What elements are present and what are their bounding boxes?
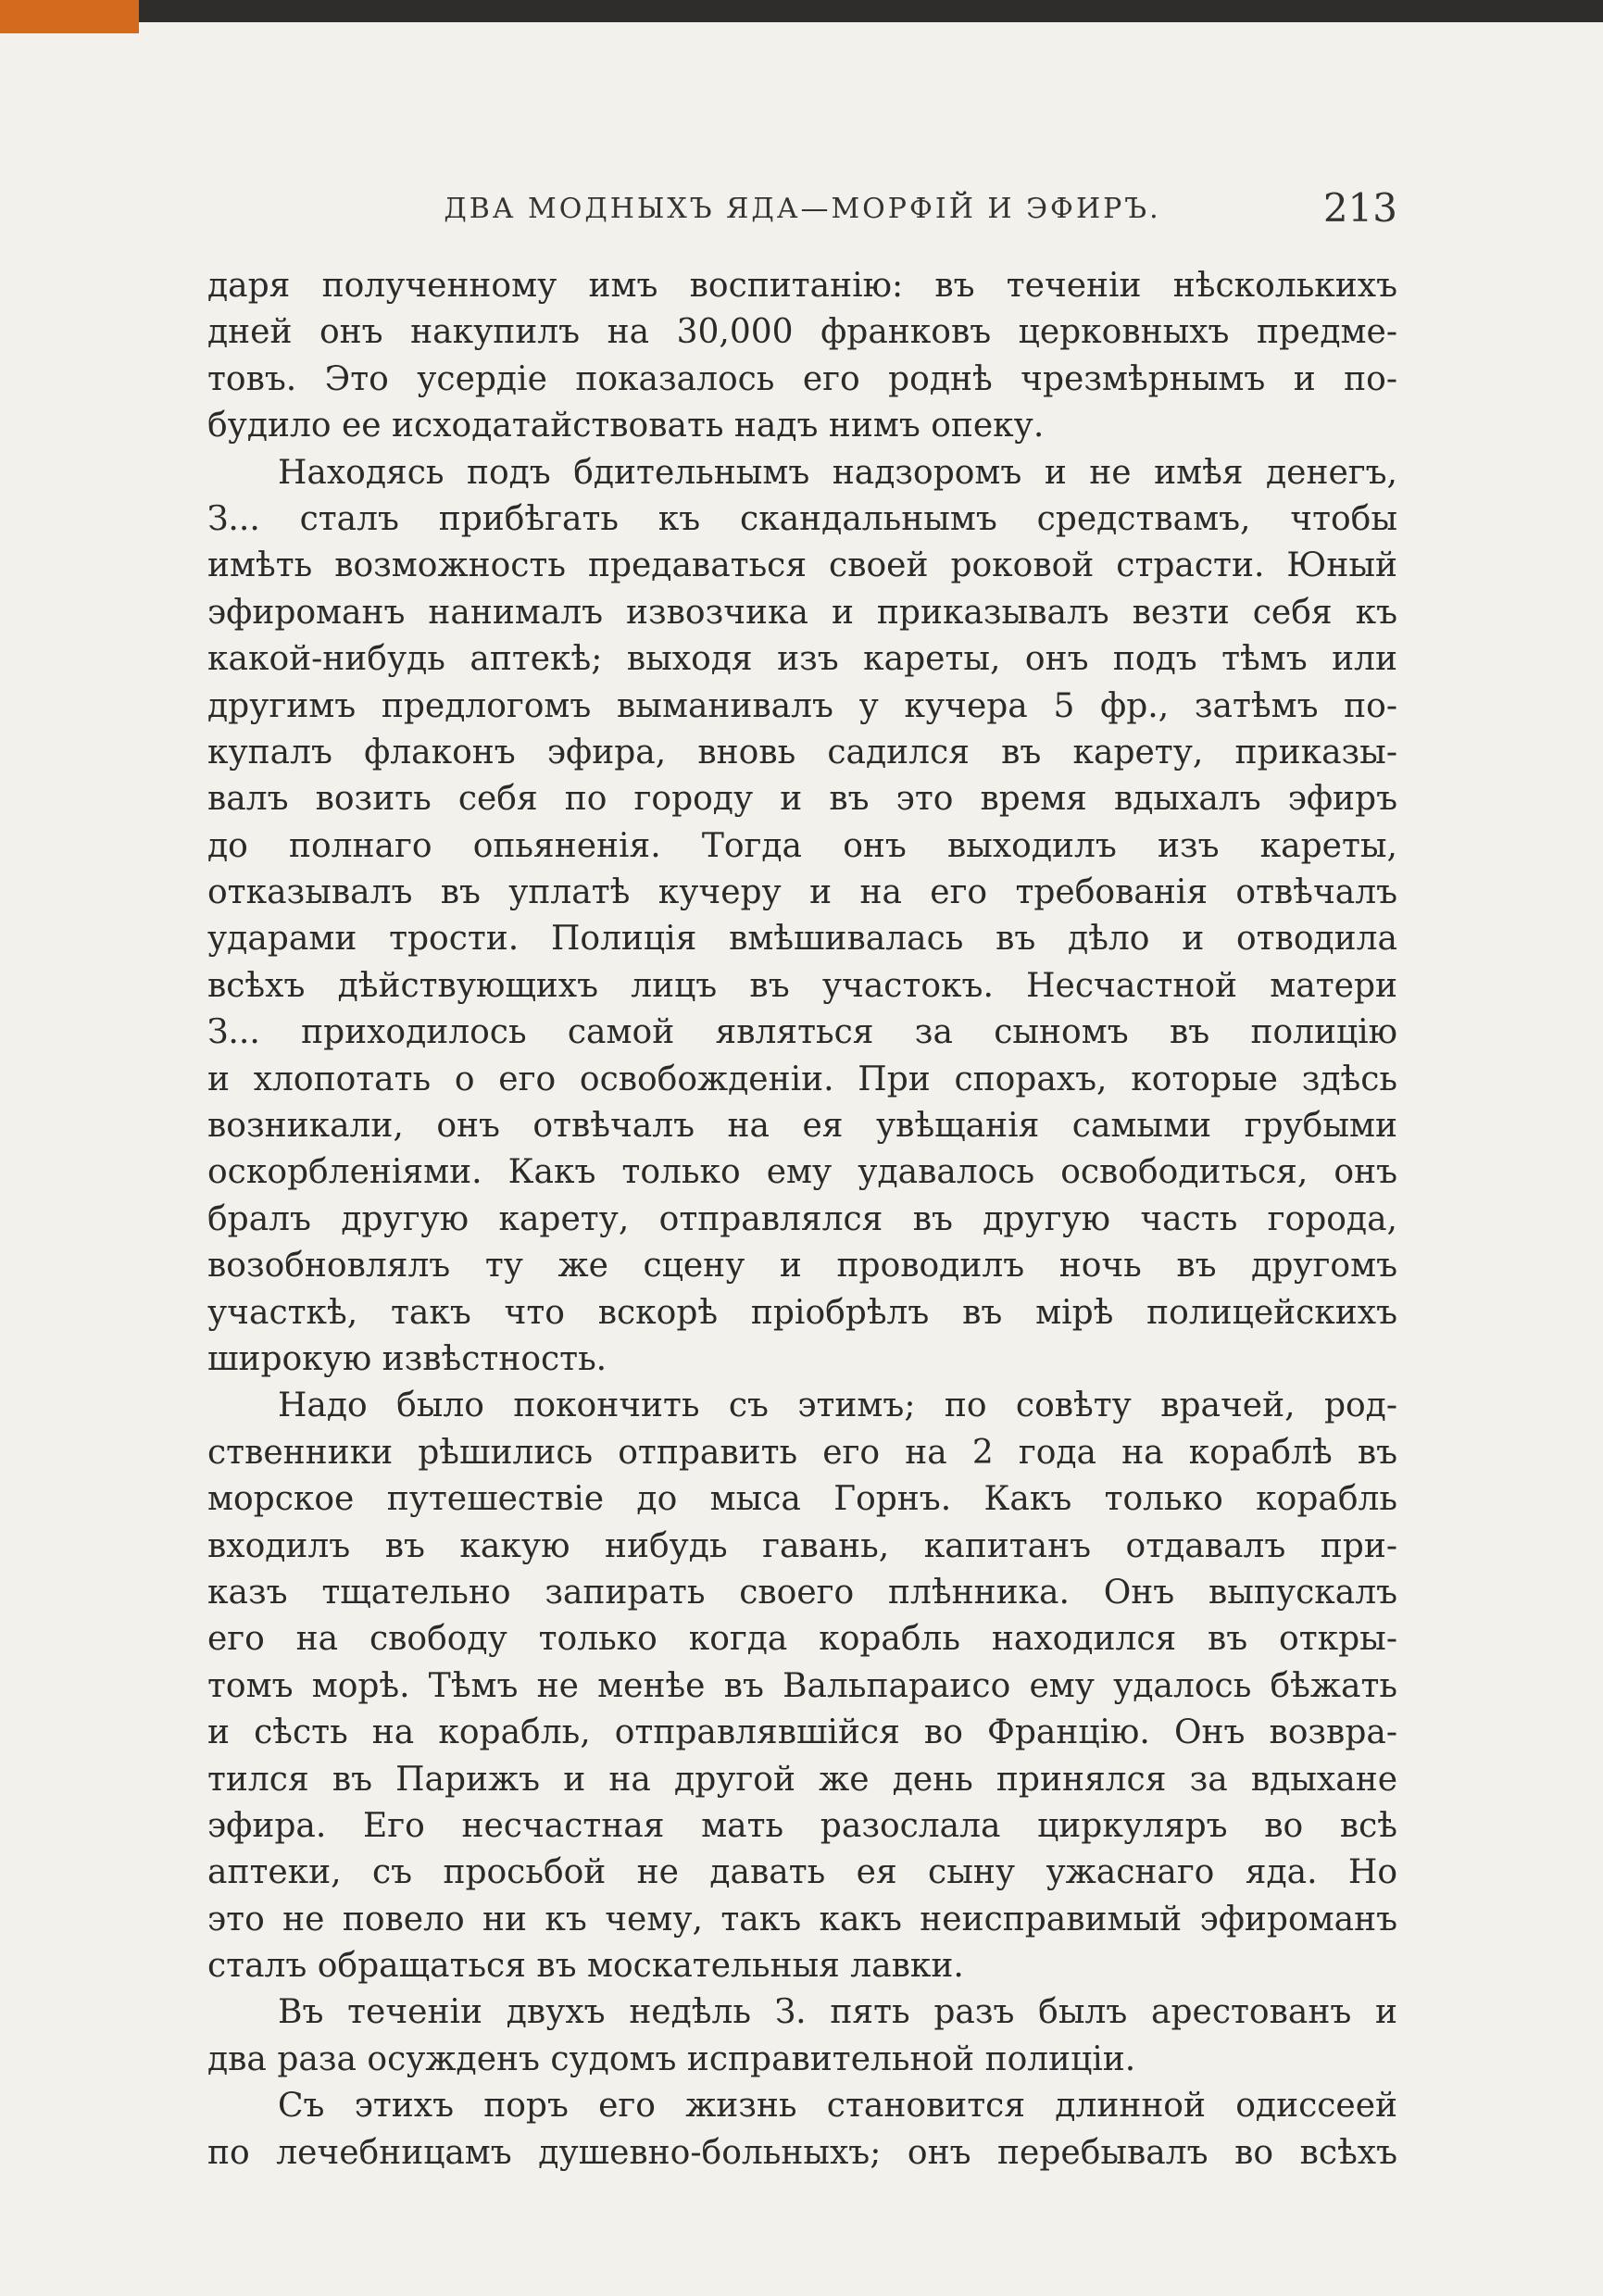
text-line: и хлопотать о его освобожденіи. При спорахъ, которые здѣсь (207, 1060, 1397, 1098)
text-line: входилъ въ какую нибудь гавань, капитанъ отдавалъ при- (207, 1526, 1397, 1565)
text-line: аптеки, съ просьбой не давать ея сыну ужаснаго яда. Но (207, 1853, 1397, 1892)
text-line: дней онъ накупилъ на 30,000 франковъ церковныхъ предме- (207, 313, 1397, 352)
text-line: оскорбленіями. Какъ только ему удавалось освободиться, онъ (207, 1153, 1397, 1192)
text-line: томъ морѣ. Тѣмъ не менѣе въ Вальпараисо ему удалось бѣжать (207, 1666, 1397, 1705)
text-line: купалъ флаконъ эфира, вновь садился въ карету, приказы- (207, 733, 1397, 772)
text-line: З... приходилось самой являться за сыномъ въ полицію (207, 1013, 1397, 1052)
body-text (207, 263, 1397, 2177)
text-line: бралъ другую карету, отправлялся въ другую часть города, (207, 1199, 1397, 1238)
text-line: валъ возить себя по городу и въ это время вдыхалъ эфиръ (207, 780, 1397, 819)
text-line: по лечебницамъ душевно-больныхъ; онъ перебывалъ во всѣхъ (207, 2133, 1397, 2172)
running-head (207, 185, 1397, 241)
text-line: и сѣсть на корабль, отправлявшійся во Францію. Онъ возвра- (207, 1713, 1397, 1752)
text-line: возобновлялъ ту же сцену и проводилъ ночь въ другомъ (207, 1247, 1397, 1286)
text-line: сталъ обращаться въ москательныя лавки. (207, 1947, 964, 1986)
text-line: Находясь подъ бдительнымъ надзоромъ и не имѣя денегъ, (278, 453, 1397, 492)
text-line: широкую извѣстность. (207, 1339, 607, 1378)
page-number: 213 (1322, 185, 1397, 231)
text-line: эфироманъ нанималъ извозчика и приказывалъ везти себя къ (207, 593, 1397, 632)
text-line: его на свободу только когда корабль находился въ откры- (207, 1620, 1397, 1659)
text-line: имѣть возможность предаваться своей роковой страсти. Юный (207, 546, 1397, 585)
text-line: до полнаго опьяненія. Тогда онъ выходилъ изъ кареты, (207, 826, 1397, 865)
text-line: З... сталъ прибѣгать къ скандальнымъ средствамъ, чтобы (207, 499, 1397, 538)
header-title: ДВА МОДНЫХЪ ЯДА—МОРФІЙ И ЭФИРЪ. (444, 193, 1161, 225)
text-line: Въ теченіи двухъ недѣль З. пять разъ былъ арестованъ и (278, 1993, 1397, 2032)
text-line: ственники рѣшились отправить его на 2 года на кораблѣ въ (207, 1433, 1397, 1472)
text-line: отказывалъ въ уплатѣ кучеру и на его требованія отвѣчалъ (207, 873, 1397, 912)
text-line: это не повело ни къ чему, такъ какъ неисправимый эфироманъ (207, 1900, 1397, 1938)
text-line: Надо было покончить съ этимъ; по совѣту врачей, род- (278, 1386, 1397, 1425)
text-line: тился въ Парижъ и на другой же день принялся за вдыхане (207, 1760, 1397, 1799)
text-line: Съ этихъ поръ его жизнь становится длинной одиссеей (278, 2087, 1397, 2126)
text-line: другимъ предлогомъ выманивалъ у кучера 5 фр., затѣмъ по- (207, 686, 1397, 725)
text-line: ударами трости. Полиція вмѣшивалась въ дѣло и отводила (207, 920, 1397, 959)
text-line: два раза осужденъ судомъ исправительной полиціи. (207, 2039, 1136, 2078)
text-line: всѣхъ дѣйствующихъ лицъ въ участокъ. Несчастной матери (207, 966, 1397, 1005)
text-line: эфира. Его несчастная мать разослала циркуляръ во всѣ (207, 1806, 1397, 1845)
text-line: казъ тщательно запирать своего плѣнника. Онъ выпускалъ (207, 1573, 1397, 1612)
text-line: товъ. Это усердіе показалось его роднѣ чрезмѣрнымъ и по- (207, 359, 1397, 398)
text-line: будило ее исходатайствовать надъ нимъ опеку. (207, 407, 1045, 445)
text-line: даря полученному имъ воспитанію: въ теченіи нѣсколькихъ (207, 267, 1397, 305)
text-line: возникали, онъ отвѣчалъ на ея увѣщанія самыми грубыми (207, 1107, 1397, 1146)
text-line: участкѣ, такъ что вскорѣ пріобрѣлъ въ мірѣ полицейскихъ (207, 1293, 1397, 1332)
text-line: какой-нибудь аптекѣ; выходя изъ кареты, онъ подъ тѣмъ или (207, 640, 1397, 679)
text-line: морское путешествіе до мыса Горнъ. Какъ только корабль (207, 1480, 1397, 1519)
